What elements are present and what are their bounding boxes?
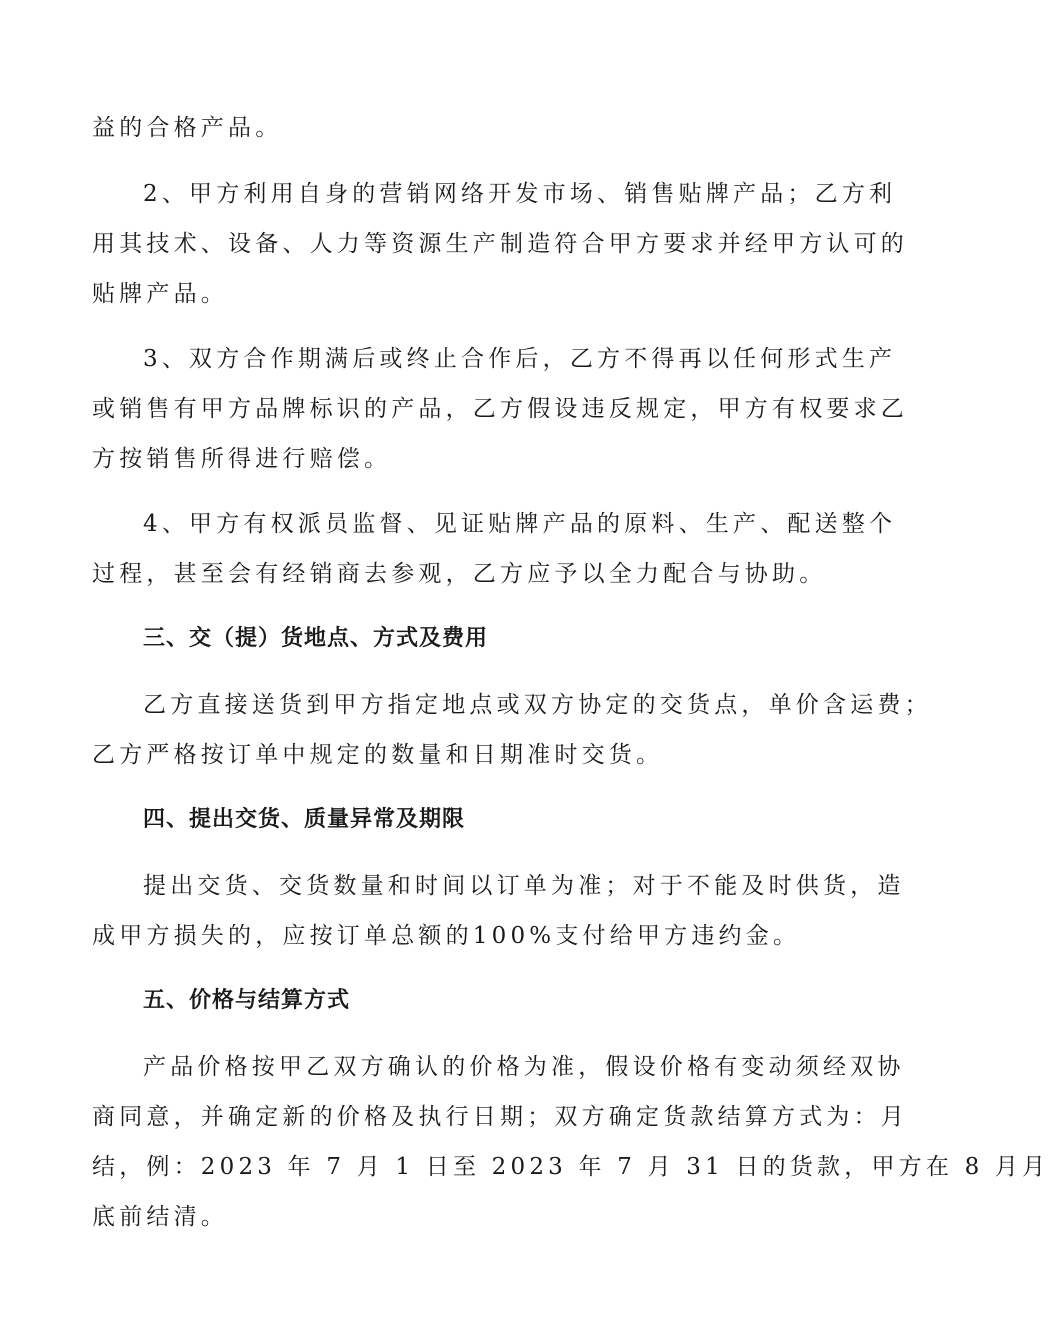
paragraph-line: 产品价格按甲乙双方确认的价格为准，假设价格有变动须经双协 xyxy=(143,1054,905,1080)
paragraph-line: 乙方严格按订单中规定的数量和日期准时交货。 xyxy=(92,742,664,768)
paragraph-line: 用其技术、设备、人力等资源生产制造符合甲方要求并经甲方认可的 xyxy=(92,231,908,257)
paragraph-line: 提出交货、交货数量和时间以订单为准；对于不能及时供货，造 xyxy=(143,873,905,899)
section-heading: 四、提出交货、质量异常及期限 xyxy=(143,807,466,832)
paragraph-line: 过程，甚至会有经销商去参观，乙方应予以全力配合与协助。 xyxy=(92,561,827,587)
paragraph-line: 益的合格产品。 xyxy=(92,115,283,141)
section-heading: 五、价格与结算方式 xyxy=(143,988,351,1013)
paragraph-line: 成甲方损失的，应按订单总额的100%支付给甲方违约金。 xyxy=(92,923,801,949)
paragraph-line: 方按销售所得进行赔偿。 xyxy=(92,446,392,472)
paragraph-line: 结，例：2023 年 7 月 1 日至 2023 年 7 月 31 日的货款，甲方在 8 月月 xyxy=(92,1154,1049,1180)
paragraph-line: 或销售有甲方品牌标识的产品，乙方假设违反规定，甲方有权要求乙 xyxy=(92,396,908,422)
paragraph-line: 商同意，并确定新的价格及执行日期；双方确定货款结算方式为：月 xyxy=(92,1104,908,1130)
paragraph-line: 底前结清。 xyxy=(92,1204,228,1230)
paragraph-line: 乙方直接送货到甲方指定地点或双方协定的交货点，单价含运费； xyxy=(143,692,932,718)
paragraph-line: 2、甲方利用自身的营销网络开发市场、销售贴牌产品；乙方利 xyxy=(143,181,897,207)
section-heading: 三、交（提）货地点、方式及费用 xyxy=(143,626,489,651)
paragraph-line: 贴牌产品。 xyxy=(92,281,228,307)
paragraph-line: 4、甲方有权派员监督、见证贴牌产品的原料、生产、配送整个 xyxy=(143,511,897,537)
paragraph-line: 3、双方合作期满后或终止合作后，乙方不得再以任何形式生产 xyxy=(143,346,897,372)
